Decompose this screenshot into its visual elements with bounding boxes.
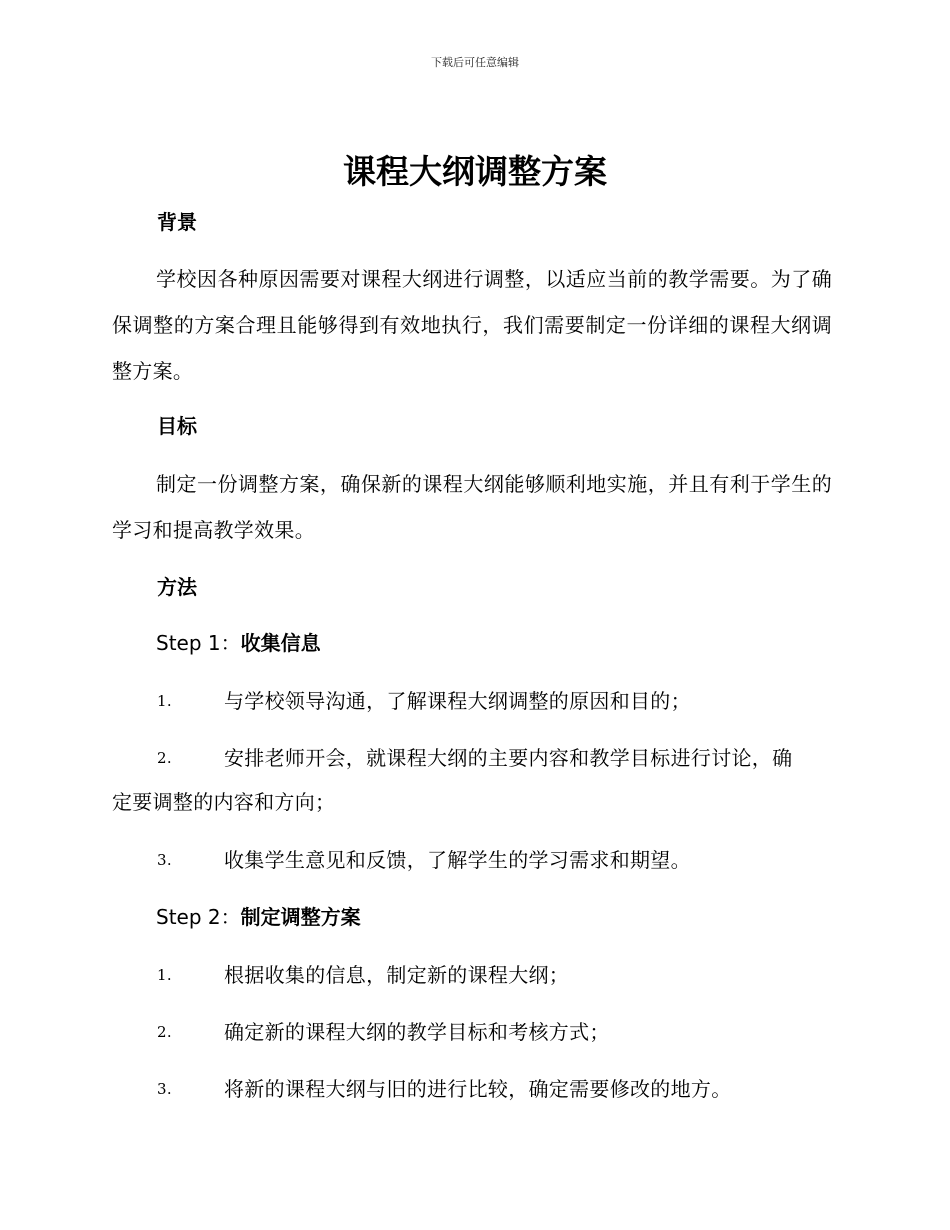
list-item	[112, 838, 832, 882]
list-item-text: 安排老师开会，就课程大纲的主要内容和教学目标进行讨论，确	[224, 746, 793, 770]
list-item	[112, 736, 832, 780]
list-item-number: 1.	[157, 966, 172, 984]
list-item-number: 3.	[157, 851, 172, 869]
list-item-continuation	[112, 780, 832, 824]
list-item-text: 收集学生意见和反馈，了解学生的学习需求和期望。	[224, 848, 691, 872]
step-2-title: 制定调整方案	[240, 905, 361, 929]
step-2-prefix: Step 2：	[156, 905, 241, 929]
list-item-number: 2.	[157, 749, 172, 767]
list-item	[112, 1010, 832, 1054]
list-item-text: 确定新的课程大纲的教学目标和考核方式；	[224, 1020, 610, 1044]
list-item-number: 1.	[157, 692, 172, 710]
step-1-heading	[156, 629, 321, 657]
list-item-text: 与学校领导沟通，了解课程大纲调整的原因和目的；	[224, 689, 691, 713]
list-item-number: 3.	[157, 1080, 172, 1098]
list-item	[112, 953, 832, 997]
step-1-prefix: Step 1：	[156, 631, 241, 655]
step-1-title: 收集信息	[240, 631, 321, 655]
step-2-heading	[156, 903, 361, 931]
section-heading-goal: 目标	[157, 414, 197, 438]
section-heading-background: 背景	[157, 210, 197, 234]
goal-paragraph: 制定一份调整方案，确保新的课程大纲能够顺利地实施，并且有利于学生的学习和提高教学效果。	[112, 472, 832, 542]
list-item-text: 定要调整的内容和方向；	[112, 790, 336, 814]
list-item-text: 将新的课程大纲与旧的进行比较，确定需要修改的地方。	[224, 1077, 732, 1101]
list-item-number: 2.	[157, 1023, 172, 1041]
background-paragraph: 学校因各种原因需要对课程大纲进行调整，以适应当前的教学需要。为了确保调整的方案合理且能够得到有效地执行，我们需要制定一份详细的课程大纲调整方案。	[112, 267, 832, 383]
list-item	[112, 1067, 832, 1111]
section-heading-method: 方法	[157, 575, 197, 599]
list-item-text: 根据收集的信息，制定新的课程大纲；	[224, 963, 570, 987]
list-item	[112, 679, 832, 723]
header-note: 下载后可任意编辑	[431, 56, 519, 69]
document-title: 课程大纲调整方案	[343, 152, 607, 191]
